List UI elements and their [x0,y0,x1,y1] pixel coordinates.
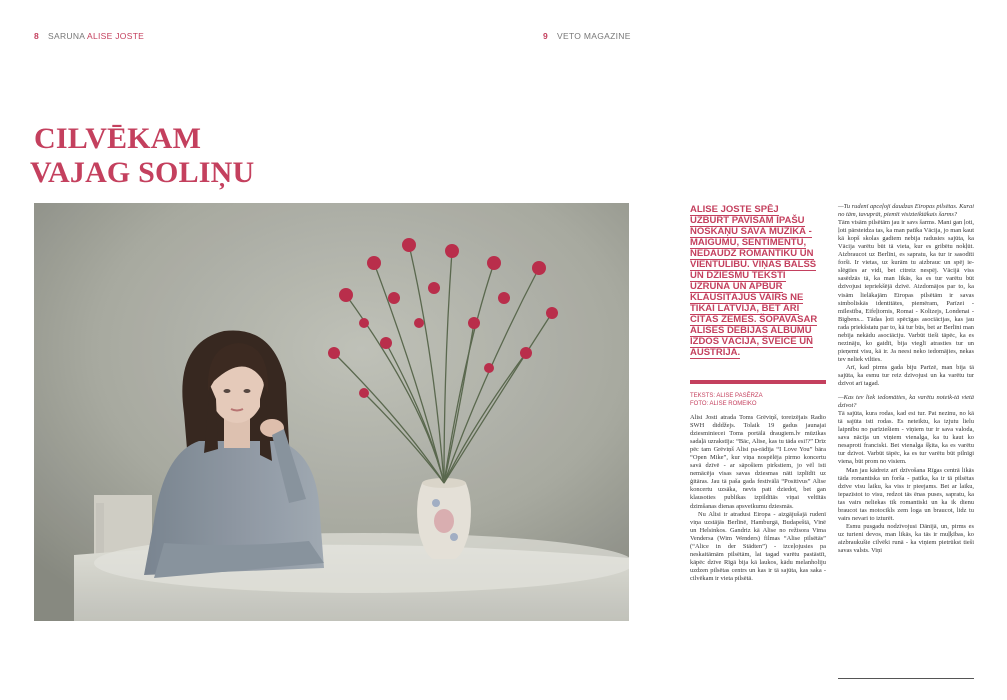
page-number-right: 9 [543,31,549,41]
interview-answer: Tā sajūta, kura rodas, kad esi tur. Pat nezinu, no kā tā sajūta isti rodas. Es neteiktu, ka izjutu lielu laipnību no parīziešiem - viņiem tur ir sava valoda, sava nācija un viņiem vienalga, ka tu kaut ko nesaproti franciski. Bet vienalga šķita, ka es varētu tur dzīvot. Varbūt tāpēc, ka es tur varētu būt pilnīgi viena, būt prom no visiem. [838,410,974,466]
header-section: SARUNA [48,31,85,41]
article-title [30,122,255,190]
body-column-1 [690,414,826,583]
portrait-photo [34,203,629,621]
header-magazine: VETO MAGAZINE [557,31,631,41]
interview-question: —Kas tev liek iedomāties, ka varētu noteik-tā vietā dzīvot? [838,394,974,410]
lead-paragraph [690,204,820,358]
page-number-left: 8 [34,31,40,41]
title-line-1: CILVĒKAM [34,122,202,155]
body-paragraph: Esmu pusgadu nodzīvojusi Dānijā, un, pirms es uz turieni devos, man likās, ka tās ir muļķības, ko aizbraukušie cilvēki runā - ka viņiem pietrūkst tieši savas valsts. Viņi [838,522,974,554]
interview-answer: Tām visām pilsētām jau ir savs šarms. Mani gan ļoti, ļoti pārsteidza tas, ka man patīka Vācija, jo man kaut kā kopš skolas gadiem nebija radusies sajūta, ka Vācija varētu būt tā vieta, kur es gribētu nokļūt. Aizbraucot uz Berlīni, es sapratu, ka tur ir sasodīti forši. Ir vietas, uz kurām tu aizbrauc un spēj ie-slēgties ar vidi, bet citreiz nespēj. Vācijā viss sasēdzās tā, ka man likās, ka es tur varētu būt dzīvojusi iepriekšējā dzīvē. Aizdomājos par to, ka visām lielākajām Eiropas pilsētām ir savas simboliskās identitātes, piemēram, Parīzei - mīlestība, Eifeļtornis, Romai - Kolizejs, Londenai - Bigbens... Tādas ļoti spēcīgas asociācijas, kas jau rada priekšstatu par to, kā tur būs, bet ar Berlīni man nebija nekādu asociāciju. Varbūt tieši tāpēc, ka es nezināju, ko gaidīt, bija vieglī atrasties tur un pieņemt visu, kā ir. Ja neesi neko iedomājies, nekas tev neliek vilties. [838,219,974,363]
running-header-left [34,31,144,41]
body-paragraph: Arī, kad pirms gada biju Parīzē, man bija tā sajūta, ka esmu tur reiz dzīvojusi un ka varētu tur dzīvot arī tagad. [838,363,974,388]
credit-photo: FOTO: ALISE ROMEIKO [690,401,757,407]
body-paragraph: Man jau kādreiz arī dzīvošana Rīgas centrā likās tāda romantiska un forša - patīka, ka ir tā pilsētas dzīve visu laiku, ka viss ir pieejams. Bet ar laiku, iepazīstot to visu, redzot tās ēnas puses, sapratu, ka tas vairs neliekas tik romantiski un ka ik dienu braucot tas motocikls zem loga un braucot, lidz tu vairs nevari to izturēt. [838,466,974,522]
body-paragraph: Nu Alisi ir atradusi Eiropa - aizgājušajā rudenī viņa uzstājās Berlīnē, Hamburgā, Budapeštā, Vīnē un Helsinkos. Gandriz kā Alise no režisora Vima Vendersa (Wim Wenders) filmas “Alise pilsētās” (“Alice in der Städten”) - izceļojusies pa neskaitāmām pilsētām, lai tagad varētu pastāstīt, kāpēc dzīve Rīgā bija kā laukos, kādu melanholiju uzdzen pilsētas centrs un kas ir tā sajūta, kas saka - cilvēkam ir vieta pilsētā. [690,510,826,582]
credits [690,392,763,408]
header-name: ALISE JOSTE [87,31,145,41]
column-end-rule [838,678,974,679]
credit-text: TEKSTS: ALISE PASĒRZA [690,393,763,399]
running-header-right [543,31,631,41]
lead-divider [690,380,826,384]
body-column-2 [838,203,974,555]
body-paragraph: Alisi Josti atrada Toms Grēviņš, toreizējais Radio SWH diddžejs. Tolaik 19 gadus jaunajai dziesminiecei Toms portālā draugiem.lv mūzikas sadaļā uzrakstīja: “Bāc, Alise, kas tu tāda esi!?” Drīz pēc tam Grēviņš Alisi pa-rādīja “I Love You” bāra “Open Mike”, kur viņa nospēlēja pirmo koncertu savā dzīvē - ar sāpošiem pirkstiem, jo vēl īsti nemācēja visas savas dziesmas nāti izplīdīt uz ģitāras. Jau tā paša gada festivālā “Positivus” Alise koncertu uzsāka, nevis pati dziedot, bet gan klausoties publikas izpildītās viņai veltītās dzimšanas dienas apsveikumu dziesmās. [690,414,826,510]
lead-text: ALISE JOSTE SPĒJ UZBURT PAVISAM ĪPAŠU NOSKAŅU SAVĀ MŪZIKĀ - MAIGUMU, SENTIMENTU, NEDAUDZ ROMANTIKU UN VIENTULĪBU. VIŅAS BALSS UN DZIESMU TEKSTI UZRUNĀ UN APBUR KLAUSĪTĀJUS VAIRS NE TIKAI LATVIJĀ, BET ARĪ CITĀS ZEMĒS. ŠOPAVASAR ALISES DEBIJAS ALBUMU IZDOS VĀCIJĀ, ŠVEICĒ UN AUSTRIJĀ. [690,204,818,358]
interview-question: —Tu rudenī apceļoji daudzas Eiropas pilsētas. Kurai no tām, tavuprāt, piemīt visizteiktākais šarms? [838,203,974,219]
portrait-illustration [34,203,629,621]
title-line-2: VAJAG SOLIŅU [30,156,255,189]
